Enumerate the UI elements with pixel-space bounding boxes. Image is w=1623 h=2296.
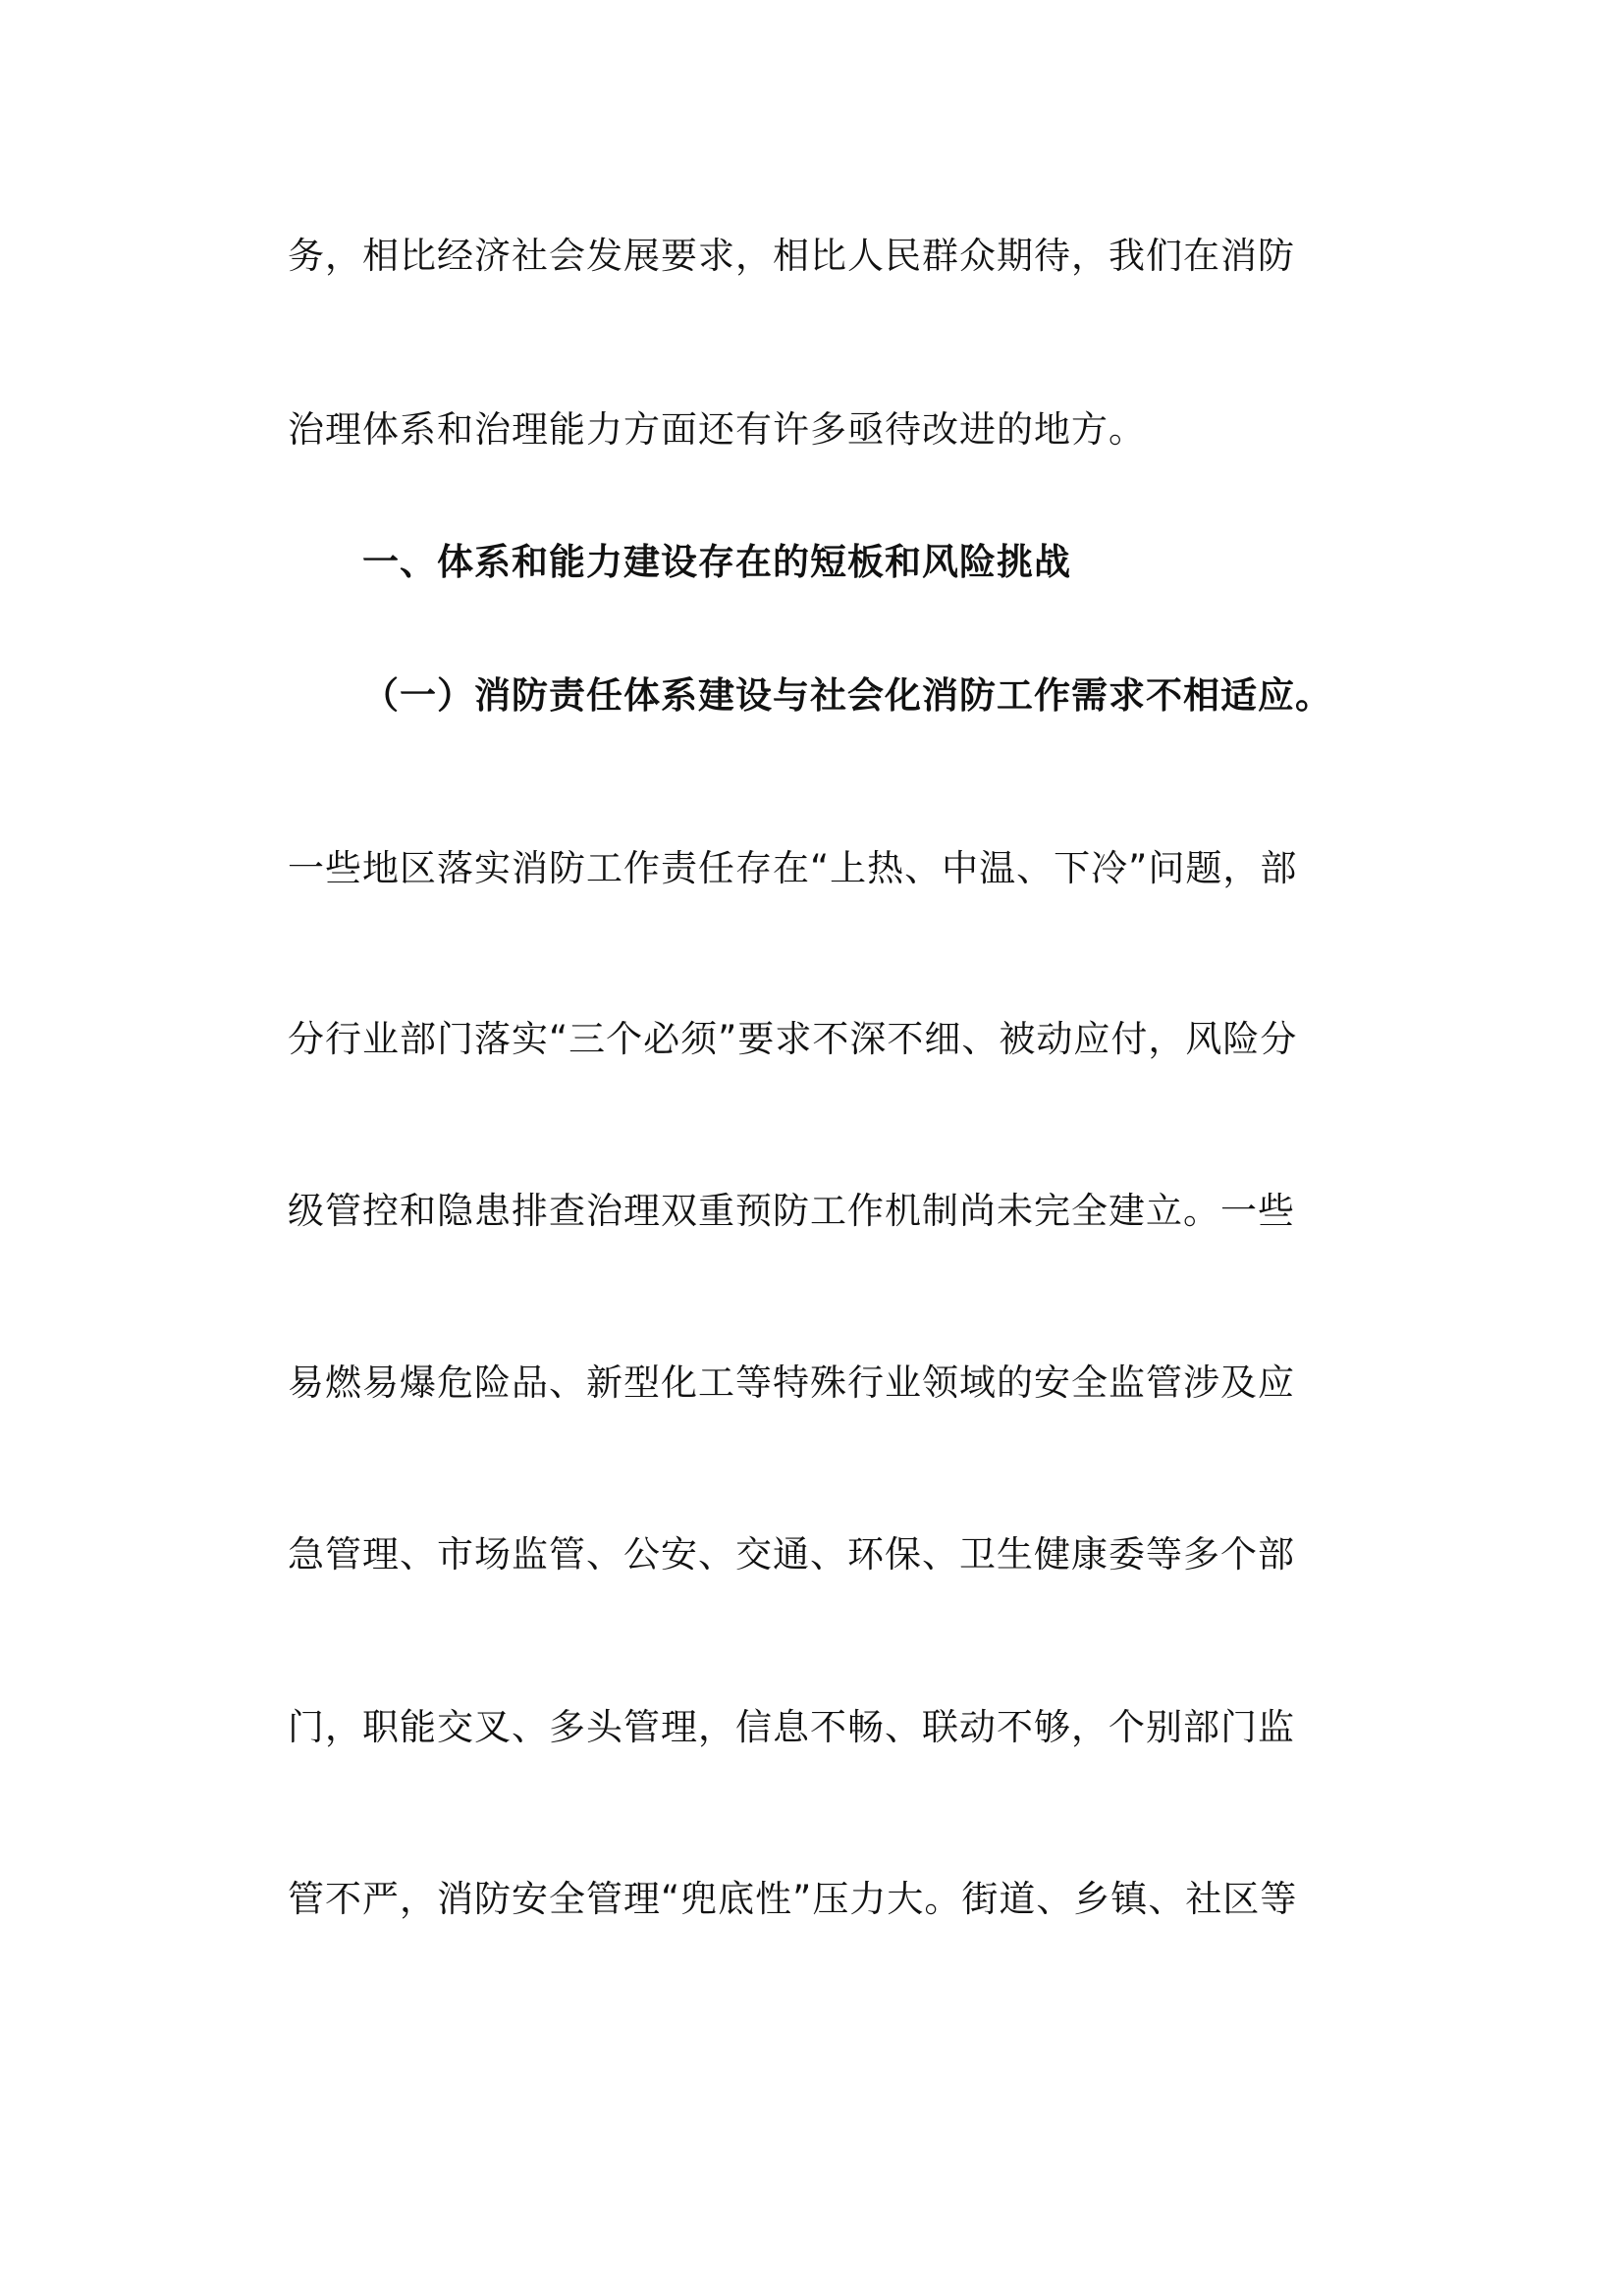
body-text-line-6: 易燃易爆危险品、新型化工等特殊行业领域的安全监管涉及应 <box>288 1362 1295 1404</box>
body-text-line-1: 务，相比经济社会发展要求，相比人民群众期待，我们在消防 <box>288 235 1295 277</box>
body-text-line-2: 治理体系和治理能力方面还有许多亟待改进的地方。 <box>288 408 1146 451</box>
body-text-line-5: 级管控和隐患排查治理双重预防工作机制尚未完全建立。一些 <box>288 1190 1295 1232</box>
subsection-heading: （一）消防责任体系建设与社会化消防工作需求不相适应。 <box>362 674 1332 717</box>
body-text-line-8: 门，职能交叉、多头管理，信息不畅、联动不够，个别部门监 <box>288 1706 1295 1748</box>
body-text-line-7: 急管理、市场监管、公安、交通、环保、卫生健康委等多个部 <box>288 1533 1295 1575</box>
body-text-line-9: 管不严，消防安全管理“兜底性”压力大。街道、乡镇、社区等 <box>288 1878 1298 1920</box>
section-heading: 一、体系和能力建设存在的短板和风险挑战 <box>362 541 1071 583</box>
body-text-line-3: 一些地区落实消防工作责任存在“上热、中温、下冷”问题，部 <box>288 847 1298 889</box>
body-text-line-4: 分行业部门落实“三个必须”要求不深不细、被动应付，风险分 <box>288 1018 1298 1060</box>
